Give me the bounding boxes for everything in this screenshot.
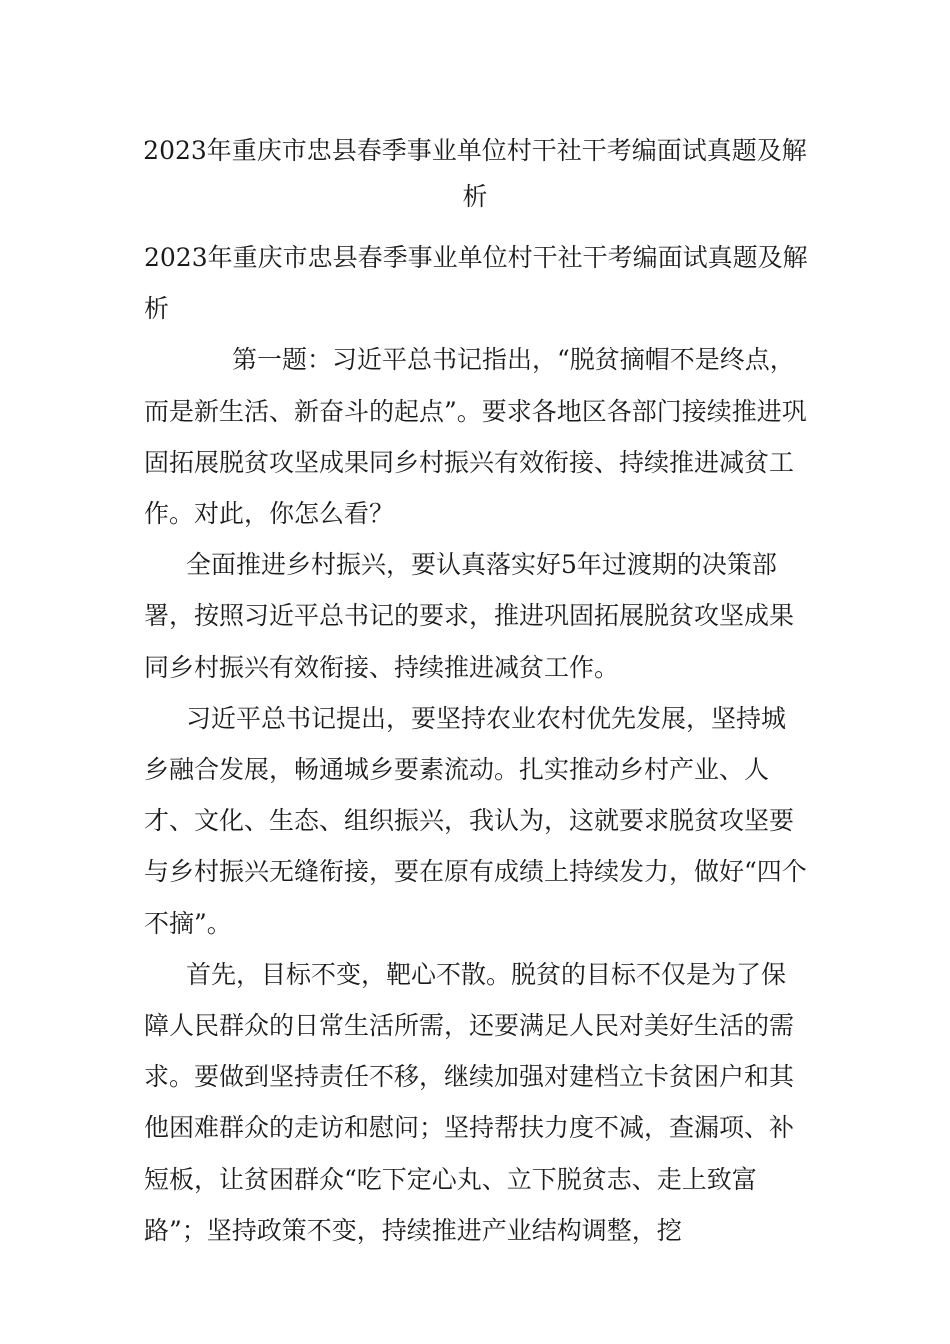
question-paragraph: 第一题：习近平总书记指出，“脱贫摘帽不是终点，而是新生活、新奋斗的起点”。要求各地区各部门接续推进巩固拓展脱贫攻坚成果同乡村振兴有效衔接、持续推进减贫工作。对此，你怎么看？: [144, 345, 807, 529]
answer-paragraph-2: 习近平总书记提出，要坚持农业农村优先发展，坚持城乡融合发展，畅通城乡要素流动。扎实推动乡村产业、人才、文化、生态、组织振兴，我认为，这就要求脱贫攻坚要与乡村振兴无缝衔接，要在原有成绩上持续发力，做好“四个不摘”。: [144, 703, 807, 938]
document-body: [144, 232, 808, 1256]
document-title: 2023年重庆市忠县春季事业单位村干社干考编面试真题及解析: [143, 136, 807, 211]
answer-paragraph-3: 首先，目标不变，靶心不散。脱贫的目标不仅是为了保障人民群众的日常生活所需，还要满足人民对美好生活的需求。要做到坚持责任不移，继续加强对建档立卡贫困户和其他困难群众的走访和慰问；坚持帮扶力度不减，查漏项、补短板，让贫困群众“吃下定心丸、立下脱贫志、走上致富路”；坚持政策不变，持续推进产业结构调整，挖: [144, 959, 795, 1245]
repeated-title-paragraph: 2023年重庆市忠县春季事业单位村干社干考编面试真题及解析: [144, 243, 808, 324]
answer-paragraph-1: 全面推进乡村振兴，要认真落实好5年过渡期的决策部署，按照习近平总书记的要求，推进巩固拓展脱贫攻坚成果同乡村振兴有效衔接、持续推进减贫工作。: [144, 550, 795, 682]
